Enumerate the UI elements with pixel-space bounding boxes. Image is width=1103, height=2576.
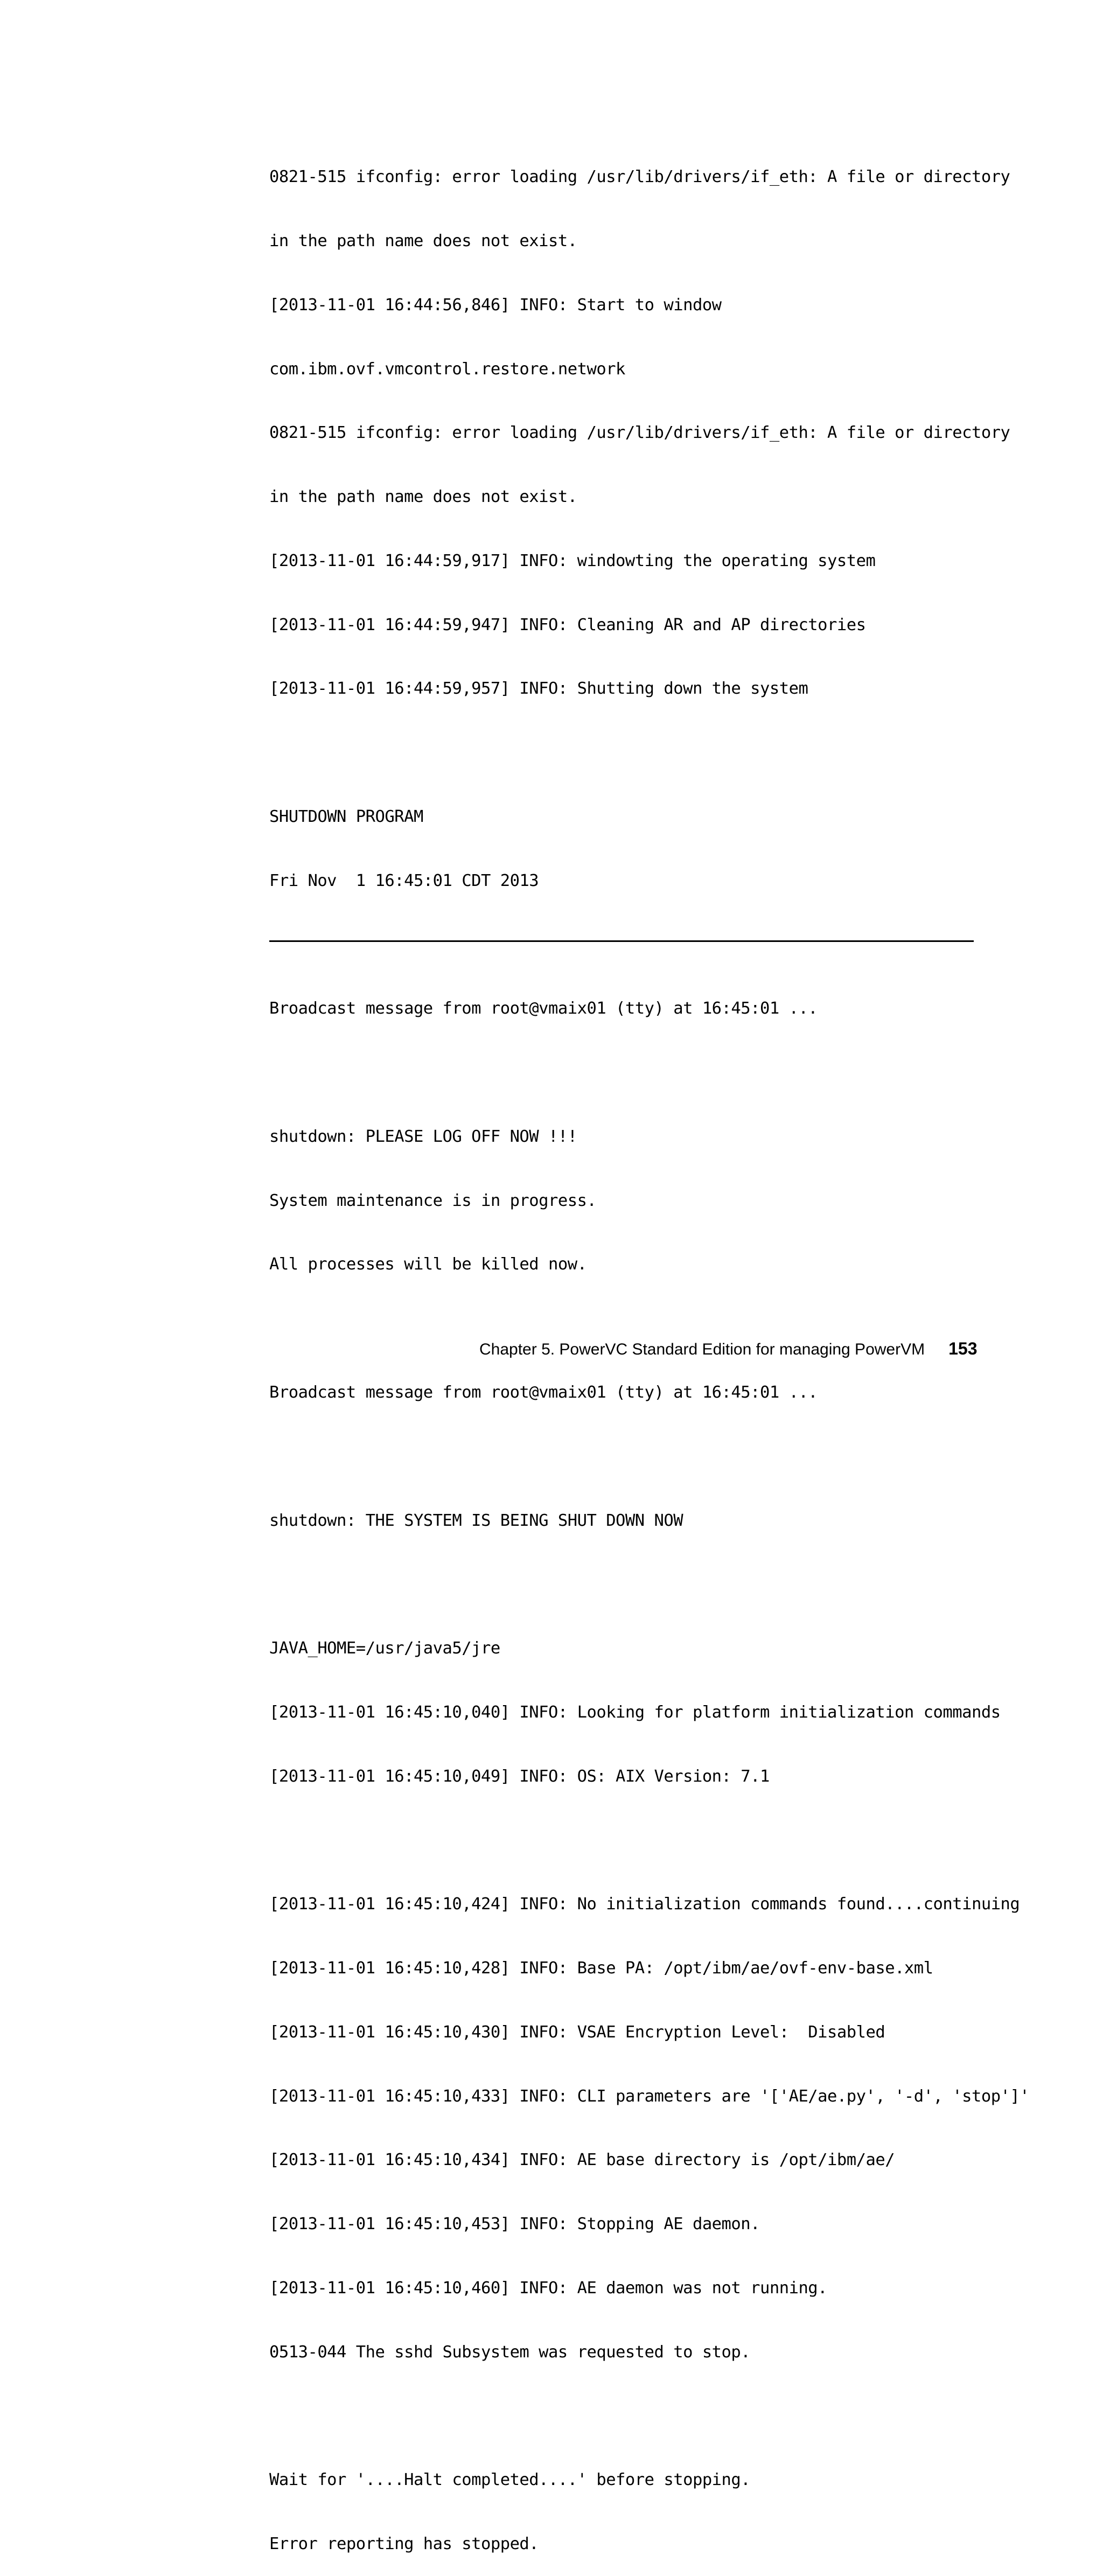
code-line: [2013-11-01 16:45:10,040] INFO: Looking for platform initialization commands [269, 1702, 1001, 1722]
code-line: shutdown: THE SYSTEM IS BEING SHUT DOWN NOW [269, 1511, 683, 1530]
code-line: shutdown: PLEASE LOG OFF NOW !!! [269, 1127, 577, 1146]
code-line [269, 1574, 974, 1595]
code-line [269, 1830, 974, 1852]
code-line: [2013-11-01 16:45:10,453] INFO: Stopping AE daemon. [269, 2215, 760, 2234]
code-line: [2013-11-01 16:44:59,947] INFO: Cleaning AR and AP directories [269, 615, 866, 634]
code-line: [2013-11-01 16:45:10,460] INFO: AE daemon was not running. [269, 2278, 828, 2298]
footer-chapter-title: Chapter 5. PowerVC Standard Edition for managing PowerVM [479, 1341, 925, 1358]
code-line: Error reporting has stopped. [269, 2535, 539, 2554]
code-line: [2013-11-01 16:45:10,433] INFO: CLI parameters are '['AE/ae.py', '-d', 'stop']' [269, 2086, 1030, 2106]
code-line: JAVA_HOME=/usr/java5/jre [269, 1639, 500, 1658]
code-line: [2013-11-01 16:45:10,430] INFO: VSAE Encryption Level: Disabled [269, 2022, 885, 2042]
code-line: Broadcast message from root@vmaix01 (tty) at 16:45:01 ... [269, 999, 818, 1018]
page-number: 153 [948, 1339, 978, 1358]
code-line [269, 1318, 974, 1339]
code-line: All processes will be killed now. [269, 1255, 587, 1274]
code-line: Wait for '....Halt completed....' before stopping. [269, 2470, 751, 2490]
code-line: [2013-11-01 16:44:59,957] INFO: Shutting down the system [269, 679, 808, 699]
code-line [269, 742, 974, 764]
code-line: [2013-11-01 16:45:10,428] INFO: Base PA: /opt/ibm/ae/ovf-env-base.xml [269, 1959, 933, 1978]
code-line: [2013-11-01 16:45:10,434] INFO: AE base directory is /opt/ibm/ae/ [269, 2151, 895, 2170]
code-line: [2013-11-01 16:44:59,917] INFO: windowting the operating system [269, 551, 876, 570]
code-line: [2013-11-01 16:45:10,424] INFO: No initialization commands found....continuing [269, 1895, 1020, 1914]
code-line [269, 934, 974, 956]
code-line: in the path name does not exist. [269, 231, 577, 250]
page-footer [479, 1338, 978, 1360]
code-line: SHUTDOWN PROGRAM [269, 807, 423, 826]
code-line: 0821-515 ifconfig: error loading /usr/lib/drivers/if_eth: A file or directory [269, 423, 1010, 443]
code-line [269, 1446, 974, 1468]
code-line: [2013-11-01 16:45:10,049] INFO: OS: AIX Version: 7.1 [269, 1767, 770, 1786]
code-line [269, 2406, 974, 2427]
code-line: Fri Nov 1 16:45:01 CDT 2013 [269, 871, 539, 890]
code-line: 0821-515 ifconfig: error loading /usr/lib/drivers/if_eth: A file or directory [269, 167, 1010, 187]
code-block-bottom-rule [269, 940, 974, 942]
code-line [269, 1062, 974, 1084]
code-line: Broadcast message from root@vmaix01 (tty) at 16:45:01 ... [269, 1383, 818, 1402]
code-line: com.ibm.ovf.vmcontrol.restore.network [269, 359, 625, 379]
code-line: [2013-11-01 16:44:56,846] INFO: Start to window [269, 295, 722, 315]
code-line: 0513-044 The sshd Subsystem was requested to stop. [269, 2342, 751, 2362]
code-line: in the path name does not exist. [269, 487, 577, 507]
code-line: System maintenance is in progress. [269, 1191, 597, 1210]
